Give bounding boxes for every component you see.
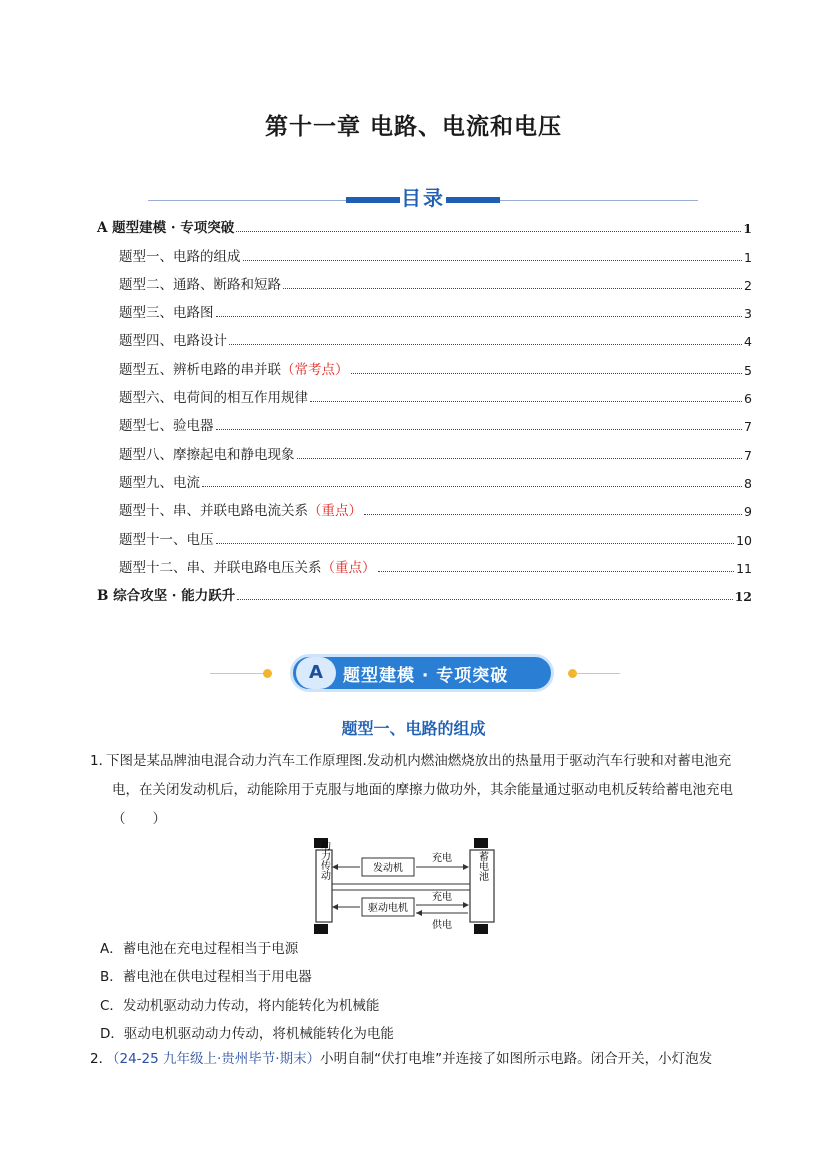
toc-entry-page: 8: [744, 475, 752, 491]
section-title: 题型一、电路的组成: [341, 719, 486, 738]
toc-leader-dots: [202, 486, 742, 487]
toc-entry[interactable]: [97, 239, 752, 267]
toc-entry[interactable]: [97, 211, 752, 239]
toc-entry-page: 4: [744, 334, 752, 350]
toc-entry[interactable]: [97, 324, 752, 352]
arrow-head: [332, 864, 338, 870]
toc-entry[interactable]: [97, 381, 752, 409]
toc-entry[interactable]: [97, 296, 752, 324]
banner-text: 题型建模 · 专项突破: [343, 666, 509, 686]
toc-entry-page: 12: [734, 589, 752, 605]
toc-entry-title: 题型十一、电压: [119, 531, 214, 548]
question-number: 1．: [90, 753, 113, 769]
arrow-head: [463, 864, 469, 870]
toc-entry-page: 1: [744, 249, 752, 265]
table-of-contents: [97, 211, 752, 607]
toc-leader-dots: [216, 316, 743, 317]
toc-heading: [148, 180, 698, 212]
toc-entry-highlight: （重点）: [321, 559, 376, 576]
option-d: D．驱动电机驱动动力传动，将机械能转化为电能: [100, 1026, 394, 1042]
toc-entry-title: 题型三、电路图: [119, 305, 214, 322]
toc-leader-dots: [216, 543, 735, 544]
toc-entry-page: 6: [744, 391, 752, 407]
toc-heading-label: 目录: [401, 186, 445, 210]
wheel-bottom-left: [314, 924, 328, 934]
arrow-head: [332, 904, 338, 910]
battery-label: 蓄电池: [476, 851, 488, 881]
toc-entry-title: 题型十二、串、并联电路电压关系: [119, 559, 322, 576]
toc-entry[interactable]: [97, 522, 752, 550]
toc-entry-title: B 综合攻坚 · 能力跃升: [97, 588, 236, 605]
toc-entry[interactable]: [97, 437, 752, 465]
charge-label-mid: 充电: [432, 892, 452, 903]
toc-entry[interactable]: [97, 551, 752, 579]
toc-entry-page: 5: [744, 362, 752, 378]
toc-entry-title: 题型二、通路、断路和短路: [119, 276, 281, 293]
toc-leader-dots: [297, 458, 743, 459]
toc-leader-dots: [236, 231, 741, 232]
toc-leader-dots: [310, 401, 742, 402]
banner-line-left: [210, 673, 266, 674]
toc-entry[interactable]: [97, 579, 752, 607]
toc-entry-title: A 题型建模 · 专项突破: [97, 220, 235, 237]
toc-entry[interactable]: [97, 352, 752, 380]
toc-entry-title: 题型四、电路设计: [119, 333, 227, 350]
supply-label: 供电: [432, 920, 452, 931]
toc-entry-page: 3: [744, 306, 752, 322]
toc-entry[interactable]: [97, 409, 752, 437]
option-c: C．发动机驱动动力传动，将内能转化为机械能: [100, 998, 380, 1014]
toc-leader-dots: [229, 344, 742, 345]
option-a: A．蓄电池在充电过程相当于电源: [100, 941, 299, 957]
toc-entry-title: 题型七、验电器: [119, 418, 214, 435]
toc-entry-title: 题型八、摩擦起电和静电现象: [119, 446, 295, 463]
question-text: 下图是某品牌油电混合动力汽车工作原理图.发动机内燃油燃烧放出的热量用于驱动汽车行驶和对蓄电池充电，在关闭发动机后，动能除用于克服与地面的摩擦力做功外，其余能量通过驱动电机反转给蓄电池充电（ ）: [106, 753, 733, 827]
banner-letter: A: [296, 657, 336, 689]
toc-entry-title: 题型六、电荷间的相互作用规律: [119, 390, 308, 407]
toc-entry[interactable]: [97, 494, 752, 522]
question-text: [90, 1045, 752, 1074]
toc-entry-highlight: （常考点）: [281, 361, 349, 378]
page-title: 第十一章 电路、电流和电压: [264, 114, 562, 140]
arrow-head: [463, 902, 469, 908]
question-2: [90, 1045, 752, 1074]
toc-entry-page: 7: [744, 419, 752, 435]
question-1: [90, 747, 752, 834]
hybrid-car-diagram: [312, 836, 512, 936]
question-source: （24-25 九年级上·贵州毕节·期末）: [106, 1051, 321, 1067]
motor-label: 驱动电机: [368, 903, 408, 914]
toc-entry-page: 2: [744, 277, 752, 293]
toc-leader-dots: [237, 599, 732, 600]
charge-label-top: 充电: [432, 853, 452, 864]
toc-entry-title: 题型一、电路的组成: [119, 248, 241, 265]
toc-entry-page: 10: [736, 532, 752, 548]
engine-label: 发动机: [373, 863, 403, 874]
toc-entry-highlight: （重点）: [308, 503, 362, 520]
banner-line-right: [574, 673, 620, 674]
wheel-bottom-right: [474, 924, 488, 934]
toc-entry-page: 7: [744, 447, 752, 463]
option-b: B．蓄电池在供电过程相当于用电器: [100, 969, 312, 985]
question-number: 2．: [90, 1051, 113, 1067]
question-body: 小明自制“伏打电堆”并连接了如图所示电路。闭合开关，小灯泡发: [320, 1051, 713, 1067]
toc-entry-title: 题型九、电流: [119, 474, 200, 491]
toc-leader-dots: [243, 260, 743, 261]
toc-entry-page: 1: [743, 221, 752, 237]
toc-leader-dots: [378, 571, 735, 572]
toc-entry[interactable]: [97, 268, 752, 296]
toc-entry-page: 11: [736, 560, 752, 576]
toc-entry[interactable]: [97, 466, 752, 494]
wheel-top-right: [474, 838, 488, 848]
toc-leader-dots: [351, 373, 743, 374]
toc-leader-dots: [283, 288, 742, 289]
arrow-head: [416, 910, 422, 916]
toc-leader-dots: [216, 429, 743, 430]
toc-entry-title: 题型五、辨析电路的串并联: [119, 361, 281, 378]
toc-entry-title: 题型十、串、并联电路电流关系: [119, 503, 308, 520]
banner-dot-left: [263, 669, 272, 678]
toc-leader-dots: [364, 514, 742, 515]
section-banner: [210, 653, 620, 693]
transmission-label: 动力传动: [318, 840, 330, 880]
toc-entry-page: 9: [744, 504, 752, 520]
